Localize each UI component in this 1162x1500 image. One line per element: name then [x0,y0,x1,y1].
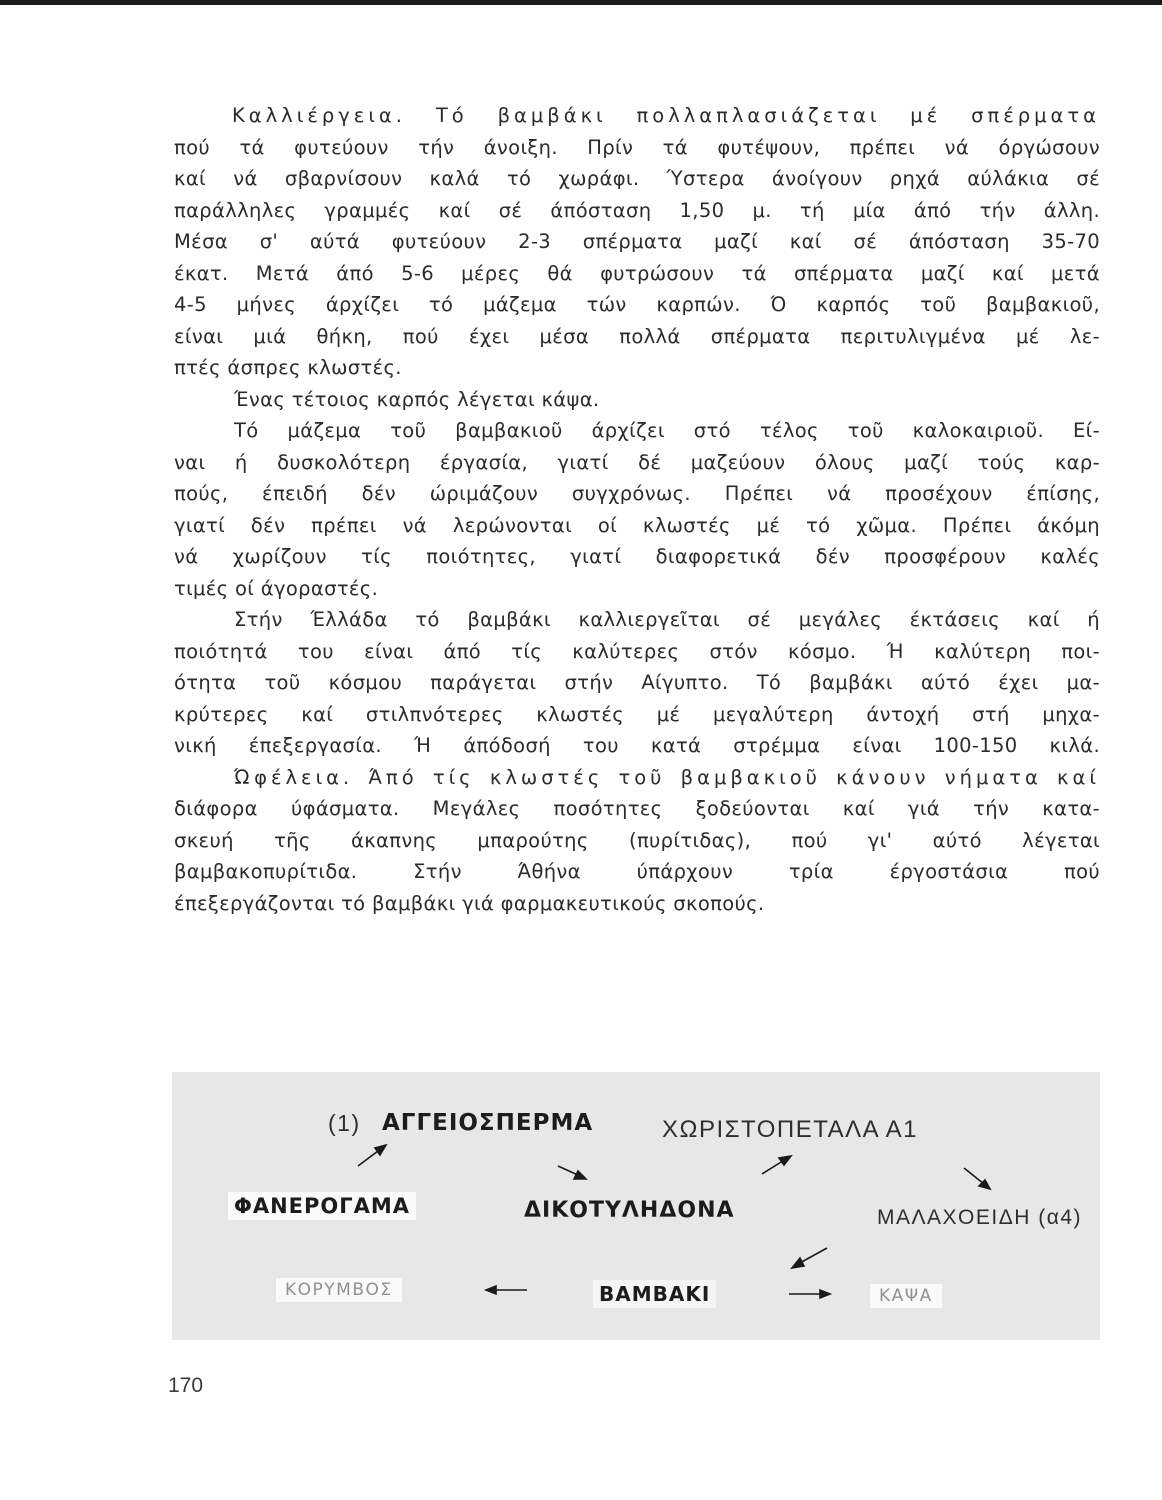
page-number: 170 [168,1374,204,1397]
arrow-angiosperma-to-dikotyledona [558,1166,586,1179]
text-line-11: Τό μάζεμα τοῦ βαμβακιοῦ άρχίζει στό τέλος τοῦ καλοκαιριοῦ. Εί- [234,419,1100,442]
node-malachoeidi: ΜΑΛΑΧΟΕΙΔΗ (α4) [877,1206,1083,1229]
arrow-malachoeidi-to-vamvaki [792,1248,827,1268]
text-line-12: ναι ή δυσκολότερη έργασία, γιατί δέ μαζεύουν όλους μαζί τούς καρ- [174,450,1100,474]
arrow-vamvaki-to-korymvos [486,1286,527,1294]
classification-diagram [172,1072,1100,1340]
node-korymvos: ΚΟΡΥΜΒΟΣ [276,1278,402,1302]
text-line-21: νική έπεξεργασία. Ή άπόδοσή του κατά στρέμμα είναι 100-150 κιλά. [174,734,1100,757]
text-line-17: Στήν Έλλάδα τό βαμβάκι καλλιεργεῖται σέ μεγάλες έκτάσεις καί ή [234,608,1100,631]
node-kapsa: ΚΑΨΑ [870,1284,942,1308]
text-line-5: Μέσα σ' αύτά φυτεύουν 2-3 σπέρματα μαζί καί σέ άπόσταση 35-70 [174,230,1100,253]
node-angiosperma: ΑΓΓΕΙΟΣΠΕΡΜΑ [382,1110,594,1136]
text-line-8: είναι μιά θήκη, πού έχει μέσα πολλά σπέρματα περιτυλιγμένα μέ λε- [174,324,1100,348]
text-line-6: έκατ. Μετά άπό 5-6 μέρες θά φυτρώσουν τά σπέρματα μαζί καί μετά [174,261,1100,285]
node-choristopetala: ΧΩΡΙΣΤΟΠΕΤΑΛΑ Α1 [662,1116,918,1143]
node-fanerogama: ΦΑΝΕΡΟΓΑΜΑ [228,1192,416,1220]
text-line-4: παράλληλες γραμμές καί σέ άπόσταση 1,50 μ. τή μία άπό τήν άλλη. [174,198,1100,222]
text-line-23: διάφορα ύφάσματα. Μεγάλες ποσότητες ξοδεύονται καί γιά τήν κατα- [174,797,1100,820]
diagram-number-label: (1) [328,1110,361,1136]
text-line-15: νά χωρίζουν τίς ποιότητες, γιατί διαφορετικά δέν προσφέρουν καλές [174,545,1100,568]
text-line-18: ποιότητά του είναι άπό τίς καλύτερες στόν κόσμο. Ή καλύτερη ποι- [174,639,1100,663]
node-vamvaki: ΒΑΜΒΑΚΙ [593,1280,716,1308]
text-line-1 [174,100,1100,132]
text-line-19: ότητα τοῦ κόσμου παράγεται στήν Αίγυπτο. Τό βαμβάκι αύτό έχει μα- [174,671,1100,694]
text-line-7: 4-5 μήνες άρχίζει τό μάζεμα τών καρπών. Ό καρπός τοῦ βαμβακιοῦ, [174,293,1100,316]
node-dikotyledona: ΔΙΚΟΤΥΛΗΔΟΝΑ [524,1198,735,1223]
top-edge-rule [0,0,1162,5]
text-line-24: σκευή τῆς άκαπνης μπαρούτης (πυρίτιδας), πού γι' αύτό λέγεται [174,828,1100,852]
text-line-16: τιμές οί άγοραστές. [174,576,379,600]
text-line-10: Ένας τέτοιος καρπός λέγεται κάψα. [234,387,600,411]
text-line-13: πούς, έπειδή δέν ώριμάζουν συγχρόνως. Πρέπει νά προσέχουν έπίσης, [174,482,1100,505]
text-line-25: βαμβακοπυρίτιδα. Στήν Άθήνα ύπάρχουν τρία έργοστάσια πού [174,860,1100,883]
arrow-vamvaki-to-kapsa [789,1290,830,1298]
text-line-14: γιατί δέν πρέπει νά λερώνονται οί κλωστές μέ τό χῶμα. Πρέπει άκόμη [174,513,1100,537]
section-heading-kalliergeia: Καλλιέργεια. Τό βαμβάκι πολλαπλασιάζεται μέ σπέρματα [232,104,1100,127]
arrow-choristopetala-to-malachoeidi [964,1168,990,1189]
text-line-22 [174,762,1100,794]
arrow-fanerogama-to-angiosperma [358,1145,386,1166]
text-line-3: καί νά σβαρνίσουν καλά τό χωράφι. Ύστερα άνοίγουν ρηχά αύλάκια σέ [174,167,1100,190]
section-heading-ofeleia: Ώφέλεια. Άπό τίς κλωστές τοῦ βαμβακιοῦ κάνουν νήματα καί [234,765,1100,789]
text-line-20: κρύτερες καί στιλπνότερες κλωστές μέ μεγαλύτερη άντοχή στή μηχα- [174,702,1100,726]
text-line-26: έπεξεργάζονται τό βαμβάκι γιά φαρμακευτικούς σκοπούς. [174,891,765,915]
text-line-2: πού τά φυτεύουν τήν άνοιξη. Πρίν τά φυτέψουν, πρέπει νά όργώσουν [174,135,1100,159]
text-line-9: πτές άσπρες κλωστές. [174,356,402,379]
arrow-dikotyledona-to-choristopetala [762,1156,791,1174]
body-text [174,100,1100,919]
